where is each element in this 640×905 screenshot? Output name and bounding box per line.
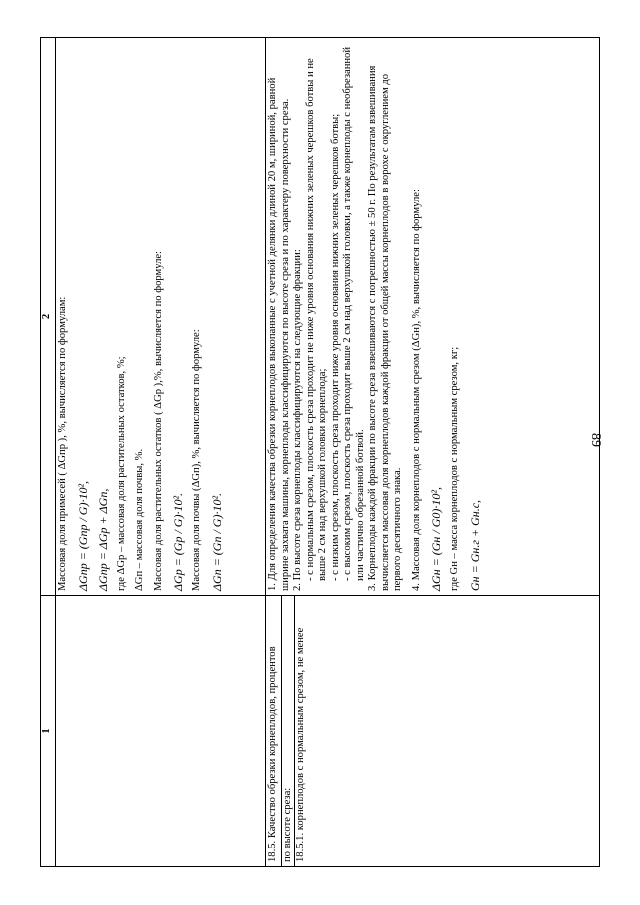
specification-table (40, 37, 600, 867)
text-line: - с высоким срезом, плоскость среза проходит выше 2 см над верхушкой головки, а также корнеплоды с необрезанной или частично обрезанной ботвой. (342, 46, 366, 581)
text-line: Массовая доля растительных остатков ( ΔGр ),%, вычисляется по формуле: (152, 250, 164, 591)
table-cell-col1-empty (56, 596, 266, 867)
text-line: - с нормальным срезом, плоскость среза проходит не ниже уровня основания нижних зеленых черешков ботвы и не выше 2 см над верхушкой головки корнеплода; (304, 58, 328, 581)
text-line: Массовая доля почвы (ΔGп), %, вычисляется по формуле: (191, 329, 203, 591)
indicator-title: 18.5. Качество обрезки корнеплодов, процентов (267, 646, 278, 862)
formula: Gн = Gн.г + Gн.с, (467, 499, 482, 591)
table-cell-method (266, 38, 600, 596)
rotated-table-sheet (40, 37, 600, 867)
header-col-1: 1 (41, 596, 56, 867)
text-line: - с низким срезом, плоскость среза проходит ниже уровня основания нижних зеленых черешков ботвы; (329, 113, 341, 581)
page-number: 89 (588, 433, 603, 447)
text-line: 3. Корнеплоды каждой фракции по высоте среза взвешиваются с погрешностью ± 50 г. По результатам взвешивания вычисляется массовая доля корнеплодов каждой фракции от общей массы корнеплодов в ворохе с округлением до первого десятичного знака. (367, 65, 403, 591)
text-line: 1. Для определения качества обрезки корнеплодов выкопанные с учетной делянки длиной 20 м, шириной, равной ширине захвата машины, корнеплоды классифицируются по высоте среза и по характеру поверхности среза. (267, 77, 291, 591)
text-line: ΔGп – массовая доля почвы, %. (134, 448, 146, 591)
table-cell-indicator (266, 596, 600, 867)
formula: ΔGн = (Gн / G0)·10², (429, 487, 443, 591)
table-cell-formulas (56, 38, 266, 596)
header-row (41, 38, 56, 867)
indicator-item: 18.5.1. корнеплодов с нормальным срезом, не менее (294, 596, 308, 866)
indicator-subtitle: по высоте среза: (281, 596, 295, 866)
formula: ΔGпр = ΔGр + ΔGп, (95, 488, 110, 591)
table-row-formulas (56, 38, 266, 867)
text-line: где ΔGр – массовая доля растительных остатков, %; (115, 356, 127, 591)
text-line: Массовая доля примесей ( ΔGпр ), %, вычисляется по формулам: (57, 296, 68, 591)
formula: ΔGр = (Gр / G)·10². (171, 492, 186, 591)
text-line: 2. По высоте среза корнеплоды классифицируются на следующие фракции: (292, 249, 303, 591)
text-line: 4. Массовая доля корнеплодов с нормальным срезом (ΔGн), %, вычисляется по формуле: (410, 189, 422, 591)
formula: ΔGпр = (Gпр / G)·10², (75, 480, 90, 591)
text-line: где Gн – масса корнеплодов с нормальным срезом, кг; (449, 346, 461, 591)
formula: ΔGп = (Gп / G)·10². (209, 492, 224, 591)
header-col-2: 2 (41, 38, 56, 596)
table-row-cut-quality (266, 38, 600, 867)
